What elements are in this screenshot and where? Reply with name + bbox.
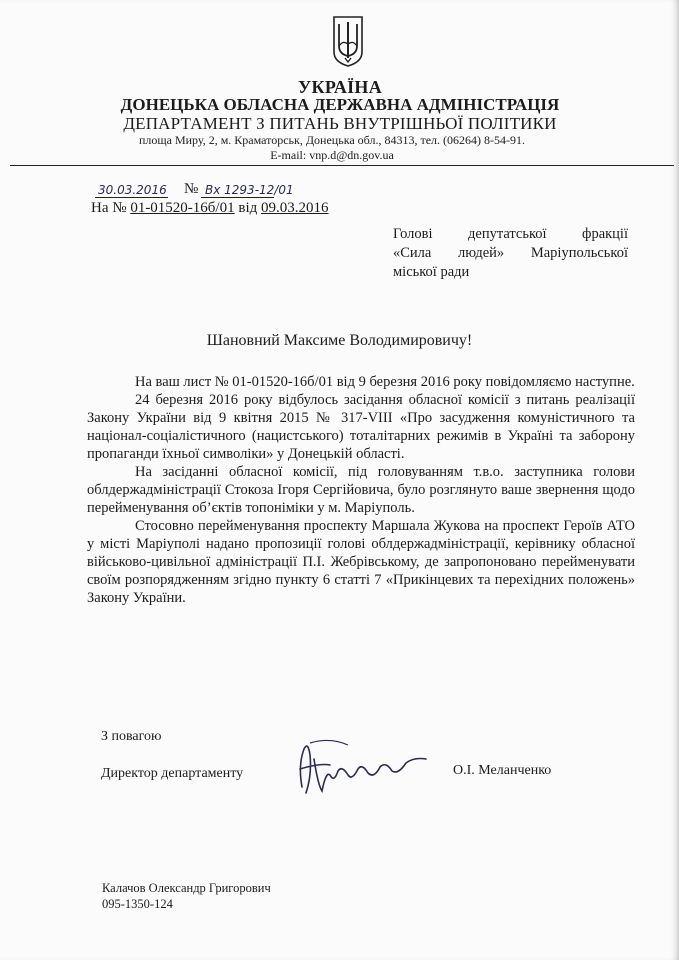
addressee-block <box>393 225 628 282</box>
reference-prefix: На № <box>91 200 127 216</box>
outgoing-number: Вх 1293-12/01 <box>205 183 294 197</box>
body-paragraph-3: На засіданні обласної комісії, під головуванням т.в.о. заступника голови облдержадміністрації Стокоза Ігоря Сергійовича, було розглянуто ваше звернення щодо перейменування об’єктів топоніміки у м. Маріуполь. <box>87 464 635 516</box>
header-address: площа Миру, 2, м. Краматорськ, Донецька обл., 84313, тел. (06264) 8-54-91. <box>138 133 525 147</box>
signature-icon <box>290 735 440 803</box>
body-paragraph-2: 24 березня 2016 року відбулось засідання обласної комісії з питань реалізації Закону України від 9 квітня 2015 № 317-VIII «Про засудження комуністичного та націонал-соціалістичного (нацистського) тоталітарних режимів в Україні та заборону пропаганди їхньої символіки» у Донецькій області. <box>87 392 635 462</box>
letter-body <box>87 373 635 607</box>
header-department: ДЕПАРТАМЕНТ З ПИТАНЬ ВНУТРІШНЬОЇ ПОЛІТИКИ <box>123 114 557 133</box>
outgoing-date-underline <box>95 197 168 198</box>
outgoing-date: 30.03.2016 <box>98 183 167 197</box>
salutation: Шановний Максиме Володимировичу! <box>206 332 473 349</box>
signatory-title: Директор департаменту <box>101 766 244 781</box>
reference-date: 09.03.2016 <box>261 200 329 216</box>
outgoing-number-underline <box>201 197 274 198</box>
closing: З повагою <box>101 729 162 744</box>
executor-block <box>102 880 271 912</box>
addressee-line-2: «Сила людей» Маріупольської <box>393 245 628 261</box>
body-paragraph-4: Стосовно перейменування проспекту Маршала Жукова на проспект Героїв АТО у місті Маріуполі надано пропозиції голові облдержадміністрації, керівнику обласної військово-цивільної адміністрації П.І. Жебрівському, де запропоновано перейменувати своїм розпорядженням згідно пункту 6 статті 7 «Прикінцевих та перехідних положень» Закону України. <box>87 518 635 606</box>
reference-date-label: від <box>238 200 258 216</box>
header-email: E-mail: vnp.d@dn.gov.ua <box>270 148 394 162</box>
executor-phone: 095-1350-124 <box>102 897 173 911</box>
addressee-line-3: міської ради <box>393 264 470 280</box>
header-country: УКРАЇНА <box>297 77 383 97</box>
signatory-name: О.І. Меланченко <box>453 763 552 778</box>
reference-number: 01-01520-16б/01 <box>130 200 235 216</box>
addressee-line-1: Голові депутатської фракції <box>393 226 628 242</box>
trident-emblem-icon <box>331 14 365 68</box>
header-divider <box>10 165 674 166</box>
executor-name: Калачов Олександр Григорович <box>102 881 271 895</box>
outgoing-no-label: № <box>184 181 199 197</box>
body-paragraph-1: На ваш лист № 01-01520-16б/01 від 9 березня 2016 року повідомляємо наступне. <box>135 374 635 390</box>
reference-line <box>91 200 329 217</box>
header-administration: ДОНЕЦЬКА ОБЛАСНА ДЕРЖАВНА АДМІНІСТРАЦІЯ <box>120 95 560 114</box>
